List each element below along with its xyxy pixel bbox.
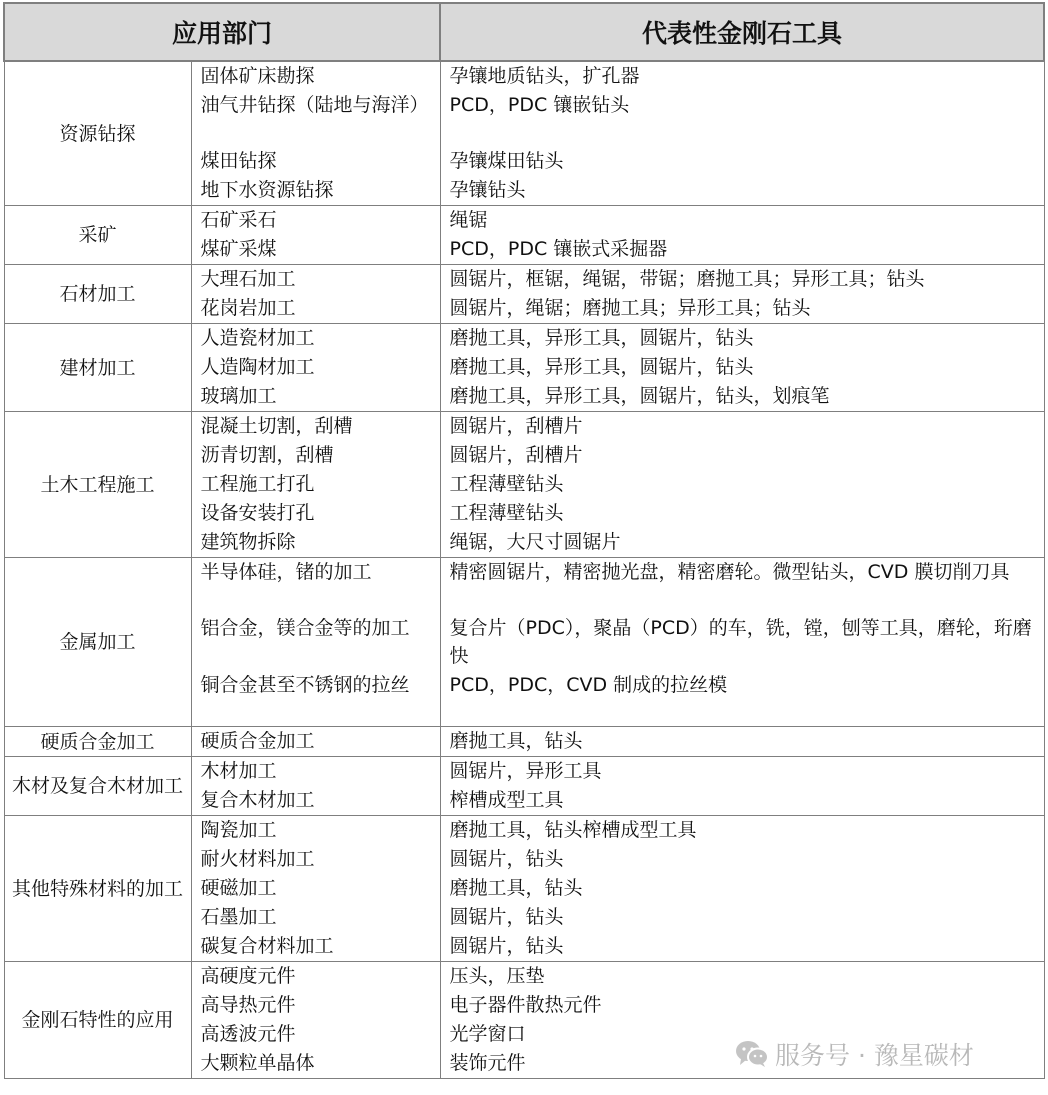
department-cell: 采矿 xyxy=(4,206,191,265)
watermark xyxy=(735,1036,974,1072)
application-cell: 人造陶材加工 xyxy=(191,353,440,382)
table-row xyxy=(4,265,1044,295)
tools-cell: 磨抛工具，异形工具，圆锯片，钻头，划痕笔 xyxy=(440,382,1044,412)
application-cell: 设备安装打孔 xyxy=(191,499,440,528)
tools-cell: 圆锯片，钻头 xyxy=(440,932,1044,962)
application-cell: 木材加工 xyxy=(191,757,440,787)
tools-cell: 电子器件散热元件 xyxy=(440,991,1044,1020)
tools-cell: 光学窗口 xyxy=(440,1020,1044,1049)
department-cell: 木材及复合木材加工 xyxy=(4,757,191,816)
tools-cell: PCD，PDC 镶嵌钻头 xyxy=(440,91,1044,147)
tools-cell: 圆锯片，绳锯；磨抛工具；异形工具；钻头 xyxy=(440,294,1044,324)
diamond-tools-table xyxy=(3,2,1045,1079)
application-cell: 半导体硅，锗的加工 xyxy=(191,558,440,614)
department-cell: 金属加工 xyxy=(4,558,191,727)
tools-cell: 磨抛工具，钻头 xyxy=(440,727,1044,757)
application-cell: 工程施工打孔 xyxy=(191,470,440,499)
application-cell: 陶瓷加工 xyxy=(191,816,440,846)
application-cell: 混凝土切割，刮槽 xyxy=(191,412,440,442)
tools-cell: 工程薄壁钻头 xyxy=(440,470,1044,499)
tools-cell: 绳锯 xyxy=(440,206,1044,236)
application-cell: 高导热元件 xyxy=(191,991,440,1020)
department-cell: 资源钻探 xyxy=(4,61,191,206)
table-row xyxy=(4,61,1044,91)
tools-cell: 孕镶钻头 xyxy=(440,176,1044,206)
department-cell: 其他特殊材料的加工 xyxy=(4,816,191,962)
tools-cell: 圆锯片，刮槽片 xyxy=(440,412,1044,442)
application-cell: 硬质合金加工 xyxy=(191,727,440,757)
application-cell: 铝合金，镁合金等的加工 xyxy=(191,614,440,671)
department-cell: 硬质合金加工 xyxy=(4,727,191,757)
application-cell: 人造瓷材加工 xyxy=(191,324,440,354)
table-row xyxy=(4,816,1044,846)
header-department: 应用部门 xyxy=(4,3,440,61)
application-cell: 高透波元件 xyxy=(191,1020,440,1049)
table-row xyxy=(4,558,1044,614)
tools-cell: 精密圆锯片，精密抛光盘，精密磨轮。微型钻头，CVD 膜切削刀具 xyxy=(440,558,1044,614)
tools-cell: 榨槽成型工具 xyxy=(440,786,1044,816)
application-cell: 煤矿采煤 xyxy=(191,235,440,265)
tools-cell: 孕镶煤田钻头 xyxy=(440,147,1044,176)
header-tools: 代表性金刚石工具 xyxy=(440,3,1044,61)
tools-cell: 圆锯片，钻头 xyxy=(440,845,1044,874)
table-row xyxy=(4,324,1044,354)
application-cell: 大颗粒单晶体 xyxy=(191,1049,440,1079)
tools-cell: 复合片（PDC），聚晶（PCD）的车，铣，镗，刨等工具，磨轮，珩磨快 xyxy=(440,614,1044,671)
table-body xyxy=(4,61,1044,1079)
application-cell: 石墨加工 xyxy=(191,903,440,932)
application-cell: 碳复合材料加工 xyxy=(191,932,440,962)
tools-cell: 磨抛工具，钻头榨槽成型工具 xyxy=(440,816,1044,846)
tools-cell: 装饰元件 xyxy=(440,1049,1044,1079)
tools-cell: 绳锯，大尺寸圆锯片 xyxy=(440,528,1044,558)
application-cell: 煤田钻探 xyxy=(191,147,440,176)
application-cell: 复合木材加工 xyxy=(191,786,440,816)
application-cell: 硬磁加工 xyxy=(191,874,440,903)
table-row xyxy=(4,727,1044,757)
application-cell: 地下水资源钻探 xyxy=(191,176,440,206)
tools-cell: 磨抛工具，异形工具，圆锯片，钻头 xyxy=(440,353,1044,382)
department-cell: 土木工程施工 xyxy=(4,412,191,558)
table-row xyxy=(4,757,1044,787)
tools-cell: PCD，PDC 镶嵌式采掘器 xyxy=(440,235,1044,265)
application-cell: 玻璃加工 xyxy=(191,382,440,412)
tools-cell: 孕镶地质钻头，扩孔器 xyxy=(440,61,1044,91)
tools-cell: PCD，PDC，CVD 制成的拉丝模 xyxy=(440,671,1044,727)
wechat-icon xyxy=(735,1040,769,1068)
table-row xyxy=(4,412,1044,442)
department-cell: 建材加工 xyxy=(4,324,191,412)
table-row xyxy=(4,962,1044,992)
tools-cell: 圆锯片，异形工具 xyxy=(440,757,1044,787)
watermark-text: 服务号 · 豫星碳材 xyxy=(775,1041,974,1070)
application-cell: 固体矿床勘探 xyxy=(191,61,440,91)
table-header-row xyxy=(4,3,1044,61)
application-cell: 耐火材料加工 xyxy=(191,845,440,874)
tools-cell: 压头，压垫 xyxy=(440,962,1044,992)
table-row xyxy=(4,206,1044,236)
department-cell: 石材加工 xyxy=(4,265,191,324)
application-cell: 建筑物拆除 xyxy=(191,528,440,558)
application-cell: 大理石加工 xyxy=(191,265,440,295)
application-cell: 油气井钻探（陆地与海洋） xyxy=(191,91,440,147)
tools-cell: 工程薄壁钻头 xyxy=(440,499,1044,528)
application-cell: 花岗岩加工 xyxy=(191,294,440,324)
tools-cell: 磨抛工具，异形工具，圆锯片，钻头 xyxy=(440,324,1044,354)
tools-cell: 磨抛工具，钻头 xyxy=(440,874,1044,903)
application-cell: 石矿采石 xyxy=(191,206,440,236)
application-cell: 铜合金甚至不锈钢的拉丝 xyxy=(191,671,440,727)
tools-cell: 圆锯片，钻头 xyxy=(440,903,1044,932)
application-cell: 沥青切割，刮槽 xyxy=(191,441,440,470)
tools-cell: 圆锯片，框锯，绳锯，带锯；磨抛工具；异形工具；钻头 xyxy=(440,265,1044,295)
department-cell: 金刚石特性的应用 xyxy=(4,962,191,1079)
application-cell: 高硬度元件 xyxy=(191,962,440,992)
tools-cell: 圆锯片，刮槽片 xyxy=(440,441,1044,470)
